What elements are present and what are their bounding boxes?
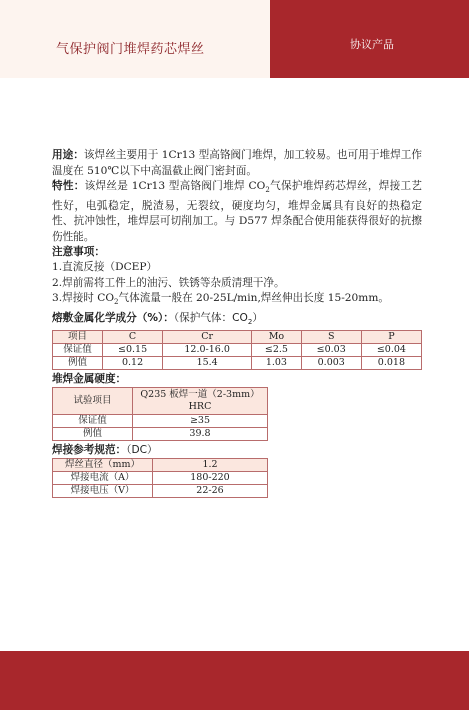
table-cell: ≤0.04 xyxy=(361,343,421,356)
notes-item-1: 1.直流反接（DCEP） xyxy=(52,261,158,274)
feature-text-a: 该焊丝是 1Cr13 型高铬阀门堆焊 CO xyxy=(84,180,266,192)
welding-heading-sub: （DC） xyxy=(126,443,158,456)
table-cell: 0.12 xyxy=(103,356,163,369)
notes-item-3-b: 气体流量一般在 20-25L/min,焊丝伸出长度 15-20mm。 xyxy=(118,292,389,305)
notes-item-3-sub: 2 xyxy=(114,298,119,307)
table-row xyxy=(53,484,268,497)
notes-item-3-a: 3.焊接时 CO xyxy=(52,292,115,305)
chem-header-cell: Mo xyxy=(252,330,301,343)
table-cell: ≤2.5 xyxy=(252,343,301,356)
content xyxy=(52,148,422,498)
notes-heading: 注意事项： xyxy=(52,246,105,259)
usage-text: 该焊丝主要用于 1Cr13 型高铬阀门堆焊，加工较易。也可用于堆焊工作温度在 510℃以下中高温截止阀门密封面。 xyxy=(52,149,423,177)
header-tag: 协议产品 xyxy=(350,38,394,51)
chem-header-cell: P xyxy=(361,330,421,343)
table-cell: 例值 xyxy=(53,427,133,440)
hardness-header-cell: 试验项目 xyxy=(53,387,133,414)
page-title: 气保护阀门堆焊药芯焊丝 xyxy=(56,42,205,57)
notes-item-2: 2.焊前需将工件上的油污、铁锈等杂质清理干净。 xyxy=(52,276,285,289)
table-cell: 焊丝直径（mm） xyxy=(53,458,153,471)
table-cell: 15.4 xyxy=(163,356,252,369)
table-cell: 例值 xyxy=(53,356,103,369)
welding-heading xyxy=(52,443,422,458)
table-cell: 焊接电流（A） xyxy=(53,471,153,484)
chem-gas-a: （保护气体：CO xyxy=(173,311,248,324)
chem-heading-text: 熔敷金属化学成分（%）： xyxy=(52,311,174,324)
feature-text-b: 气保护堆焊药芯焊丝，焊接工艺性好，电弧稳定，脱渣易，无裂纹，硬度均匀，堆焊金属具有良好的热稳定性、抗冲蚀性，堆焊层可切削加工。与 D577 焊条配合使用能获得很好的抗擦伤性能。 xyxy=(52,180,422,243)
table-row xyxy=(53,471,268,484)
chem-heading xyxy=(52,311,422,330)
table-cell: ≤0.03 xyxy=(301,343,361,356)
chem-header-row xyxy=(53,330,422,343)
hardness-heading: 堆焊金属硬度： xyxy=(52,372,127,385)
welding-table xyxy=(52,458,268,498)
footer-red-band xyxy=(0,651,469,710)
table-cell: 0.003 xyxy=(301,356,361,369)
hardness-header-line-1: Q235 板焊一道（2-3mm） xyxy=(140,388,260,400)
notes-item-3 xyxy=(52,291,422,311)
table-row xyxy=(53,458,268,471)
table-cell: ≤0.15 xyxy=(103,343,163,356)
chem-header-cell: C xyxy=(103,330,163,343)
table-cell: 180-220 xyxy=(153,471,268,484)
table-cell: 焊接电压（V） xyxy=(53,484,153,497)
feature-label: 特性： xyxy=(52,180,85,192)
table-cell: 39.8 xyxy=(133,427,268,440)
table-cell: ≥35 xyxy=(133,414,268,427)
chem-header-cell: 项目 xyxy=(53,330,103,343)
table-cell: 1.2 xyxy=(153,458,268,471)
chem-table xyxy=(52,330,422,370)
chem-header-cell: Cr xyxy=(163,330,252,343)
hardness-header-row xyxy=(53,387,268,414)
table-row xyxy=(53,356,422,369)
table-cell: 12.0-16.0 xyxy=(163,343,252,356)
chem-gas-b: ） xyxy=(252,311,263,324)
table-row xyxy=(53,414,268,427)
table-cell: 保证值 xyxy=(53,414,133,427)
feature-sub: 2 xyxy=(265,186,270,195)
table-cell: 0.018 xyxy=(361,356,421,369)
table-cell: 保证值 xyxy=(53,343,103,356)
usage-paragraph xyxy=(52,148,422,179)
hardness-header-line-2: HRC xyxy=(188,400,212,412)
table-row xyxy=(53,343,422,356)
hardness-header-cell xyxy=(133,387,268,414)
chem-header-cell: S xyxy=(301,330,361,343)
feature-paragraph xyxy=(52,179,422,245)
usage-label: 用途： xyxy=(52,149,84,161)
table-row xyxy=(53,427,268,440)
table-cell: 22-26 xyxy=(153,484,268,497)
table-cell: 1.03 xyxy=(252,356,301,369)
hardness-table xyxy=(52,387,268,441)
chem-gas-sub: 2 xyxy=(247,317,253,326)
welding-heading-text: 焊接参考规范： xyxy=(52,443,127,456)
